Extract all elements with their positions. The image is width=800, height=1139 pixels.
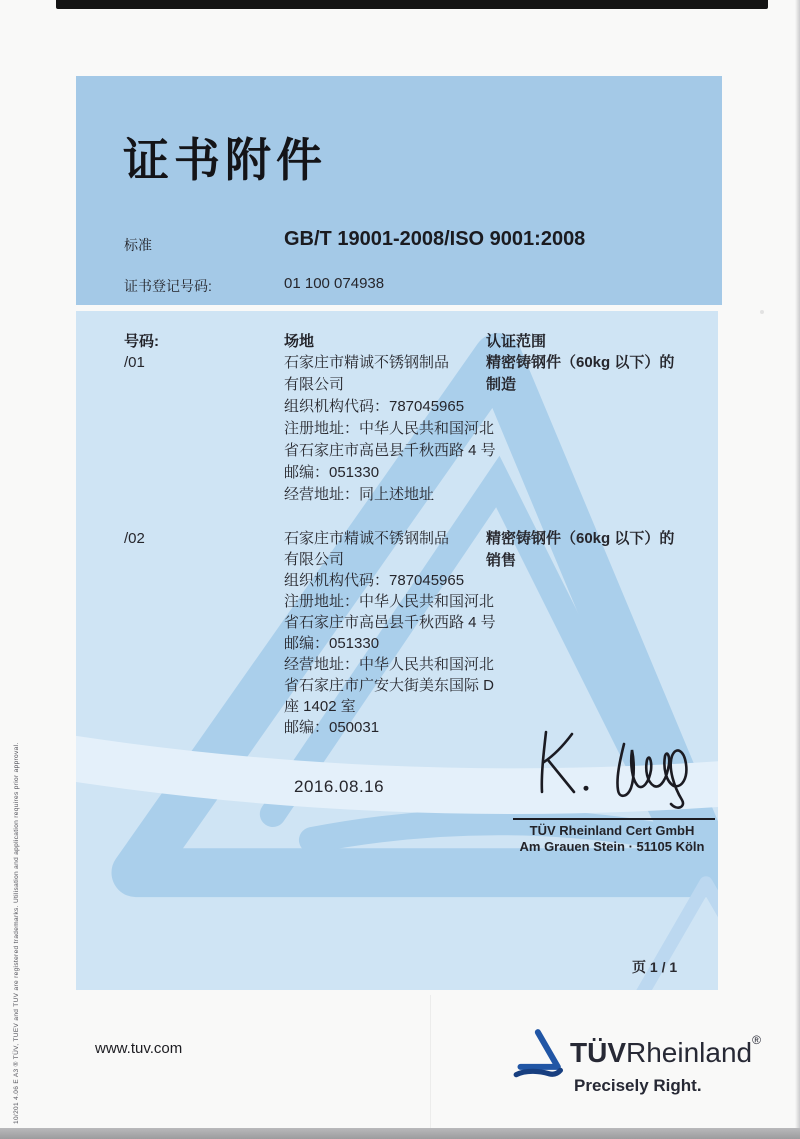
- scope-line: 精密铸钢件（60kg 以下）的: [486, 354, 675, 371]
- col-header-scope: 认证范围: [486, 333, 547, 350]
- body-panel: [76, 311, 718, 990]
- registered-mark: ®: [752, 1033, 761, 1047]
- issuer-block: [506, 823, 718, 855]
- site-line: 省石家庄市高邑县千秋西路 4 号: [284, 614, 496, 631]
- signature: [528, 716, 718, 816]
- site-line: 有限公司: [284, 551, 345, 568]
- scope-line: 销售: [486, 552, 517, 569]
- col-header-site: 场地: [284, 333, 315, 350]
- brand-tuv: TÜV: [570, 1037, 626, 1068]
- issue-date: 2016.08.16: [294, 777, 385, 796]
- standard-value: GB/T 19001-2008/ISO 9001:2008: [284, 228, 586, 250]
- site-line: 组织机构代码：787045965: [284, 398, 465, 415]
- site-cell: [284, 352, 496, 506]
- site-line: 座 1402 室: [284, 698, 356, 715]
- issuer-address: Am Grauen Stein · 51105 Köln: [519, 839, 705, 854]
- brand-rheinland: Rheinland: [626, 1037, 753, 1068]
- issuer-name: TÜV Rheinland Cert GmbH: [529, 823, 695, 838]
- cert-no-value: 01 100 074938: [284, 275, 385, 292]
- col-header-number: 号码:: [124, 333, 159, 350]
- site-line: 邮编：050031: [284, 719, 380, 736]
- page-indicator: 页 1 / 1: [632, 959, 678, 975]
- site-line: 石家庄市精诚不锈钢制品: [284, 530, 450, 547]
- site-line: 有限公司: [284, 376, 345, 393]
- tuv-triangle-icon: [511, 1026, 563, 1080]
- site-line: 邮编：051330: [284, 635, 380, 652]
- row-number: /02: [124, 530, 145, 547]
- scan-edge-bottom: [0, 1128, 800, 1139]
- site-line: 注册地址：中华人民共和国河北: [284, 593, 495, 610]
- site-line: 石家庄市精诚不锈钢制品: [284, 354, 450, 371]
- site-line: 注册地址：中华人民共和国河北: [284, 420, 495, 437]
- scan-speckle: [760, 310, 764, 314]
- brand-wordmark: [570, 1033, 761, 1069]
- site-line: 省石家庄市高邑县千秋西路 4 号: [284, 442, 496, 459]
- site-cell: [284, 528, 496, 738]
- site-line: 经营地址：同上述地址: [284, 486, 435, 503]
- scope-line: 制造: [486, 376, 517, 393]
- tuv-url: www.tuv.com: [95, 1040, 183, 1057]
- page-title: 证书附件: [123, 134, 327, 186]
- row-number: /01: [124, 354, 145, 371]
- scope-line: 精密铸钢件（60kg 以下）的: [486, 530, 675, 547]
- header-panel: [76, 76, 722, 305]
- standard-label: 标准: [124, 237, 152, 253]
- site-line: 省石家庄市广安大街美东国际 D: [284, 677, 495, 694]
- side-legal-text: 10/201 4.06 E A3 ® TÜV, TUEV and TUV are registered trademarks. Utilisation and application requires prior approval.: [13, 742, 20, 1124]
- scope-cell: [486, 528, 674, 572]
- cert-no-label: 证书登记号码:: [124, 278, 212, 294]
- site-line: 邮编：051330: [284, 464, 380, 481]
- brand-tagline: Precisely Right.: [574, 1076, 702, 1095]
- scan-edge-right: [795, 0, 800, 1139]
- scan-edge-top: [56, 0, 768, 9]
- scope-cell: [486, 352, 674, 396]
- site-line: 经营地址：中华人民共和国河北: [284, 656, 495, 673]
- site-line: 组织机构代码：787045965: [284, 572, 465, 589]
- signature-line: [513, 818, 715, 820]
- paper-crease: [430, 995, 431, 1128]
